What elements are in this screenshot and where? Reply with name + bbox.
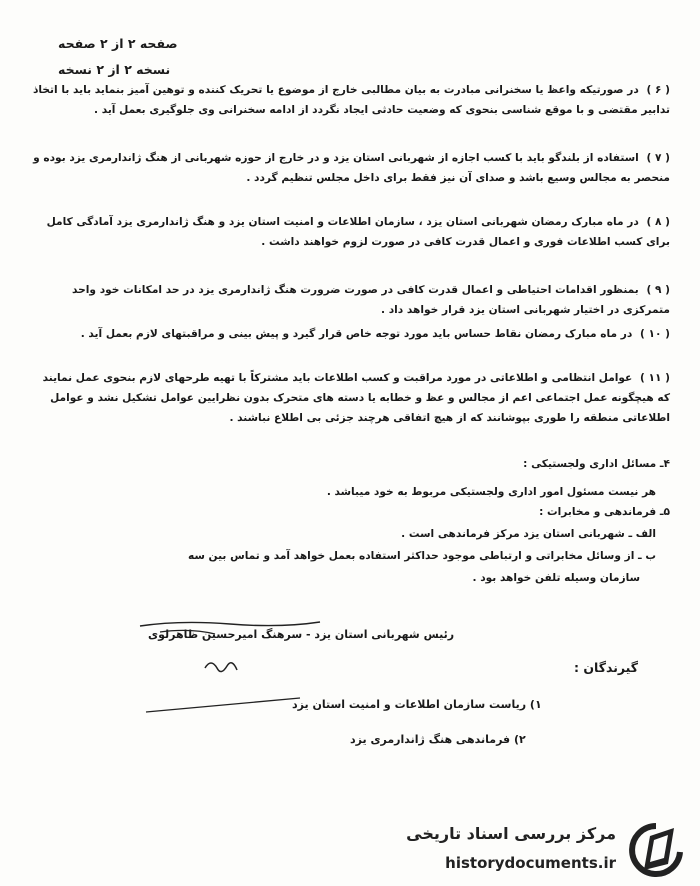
watermark-url: historydocuments.ir <box>445 854 616 872</box>
paragraph-8: ( ۸ ) در ماه مبارک رمضان شهربانی استان یزد ، سازمان اطلاعات و امنیت استان یزد و هنگ ژاندارمری یزد آمادگی کامل برای کسب اطلاعات فوری و اعمال قدرت کافی در صورت لزوم خواهند داشت . <box>46 216 670 248</box>
copy-number-line: نسخه ۲ از ۲ نسخه <box>58 62 171 77</box>
section-5-item-b-line2: سازمان وسیله تلفن خواهد بود . <box>472 572 640 584</box>
handwritten-initial <box>1 1 2 2</box>
section-5-item-b-line1: ب ـ از وسائل مخابراتی و ارتباطی موجود حداکثر استفاده بعمل خواهد آمد و تماس بین سه <box>188 550 656 562</box>
history-documents-logo-icon <box>628 822 688 878</box>
paragraph-10: ( ۱۰ ) در ماه مبارک رمضان نقاط حساس باید مورد توجه خاص قرار گیرد و پیش بینی و مراقبتهای لازم بعمل آید . <box>80 328 670 340</box>
section-4-heading: ۴ـ مسائل اداری ولجستیکی : <box>523 458 670 470</box>
handwritten-signature <box>120 618 380 728</box>
recipients-title: گیرندگان : <box>574 660 639 675</box>
paragraph-9: ( ۹ ) بمنظور اقدامات احتیاطی و اعمال قدرت کافی در صورت ضرورت هنگ ژاندارمری یزد در حد امکانات خود واحد متمرکزی در اختیار شهربانی استان یزد قرار خواهد داد . <box>72 284 670 316</box>
section-5-item-a: الف ـ شهربانی استان یزد مرکز فرماندهی است . <box>401 528 656 540</box>
recipient-2: ۲) فرماندهی هنگ ژاندارمری یزد <box>350 733 526 746</box>
signature-line: رئیس شهربانی استان یزد - سرهنگ امیرحسین ظاهرلوی <box>148 628 455 641</box>
paragraph-7: ( ۷ ) استفاده از بلندگو باید با کسب اجازه از شهربانی استان یزد و در خارج از حوزه شهربانی از هنگ ژاندارمری یزد بوده و منحصر به مجالس وسیع باشد و صدای آن نیز فقط برای داخل مجلس تنظیم گردد . <box>33 152 670 184</box>
page-number-line: صفحه ۲ از ۲ صفحه <box>58 36 178 51</box>
watermark-title: مرکز بررسی اسناد تاریخی <box>406 824 616 843</box>
watermark <box>406 818 690 882</box>
section-4-text: هر نیست مسئول امور اداری ولجستیکی مربوط به خود میباشد . <box>326 486 656 498</box>
recipient-1: ۱) ریاست سازمان اطلاعات و امنیت استان یزد <box>292 698 542 711</box>
section-5-heading: ۵ـ فرماندهی و مخابرات : <box>539 506 670 518</box>
paragraph-11: ( ۱۱ ) عوامل انتظامی و اطلاعاتی در مورد مراقبت و کسب اطلاعات باید مشترکاً با تهیه طرحهای لازم بنحوی عمل نمایند که هیچگونه عمل اجتماعی اعم از مجالس و عظ و خطابه یا دسته های متحرک بدون نظرایین عوامل تشکیل نشد و عوامل اطلاعاتی منطقه را طوری بپوشانند که از هیچ اتفاقی هرچند جزئی بی اطلاع نباشند . <box>42 372 670 424</box>
paragraph-6: ( ۶ ) در صورتیکه واعظ یا سخنرانی مبادرت به بیان مطالبی خارج از موضوع یا تحریک کننده و توهین آمیز بنماید باید با اتخاذ تدابیر مقتضی و با موقع شناسی بنحوی که وضعیت حادثی ایجاد نگردد از ادامه سخنرانی وی جلوگیری بعمل آید . <box>33 84 670 116</box>
